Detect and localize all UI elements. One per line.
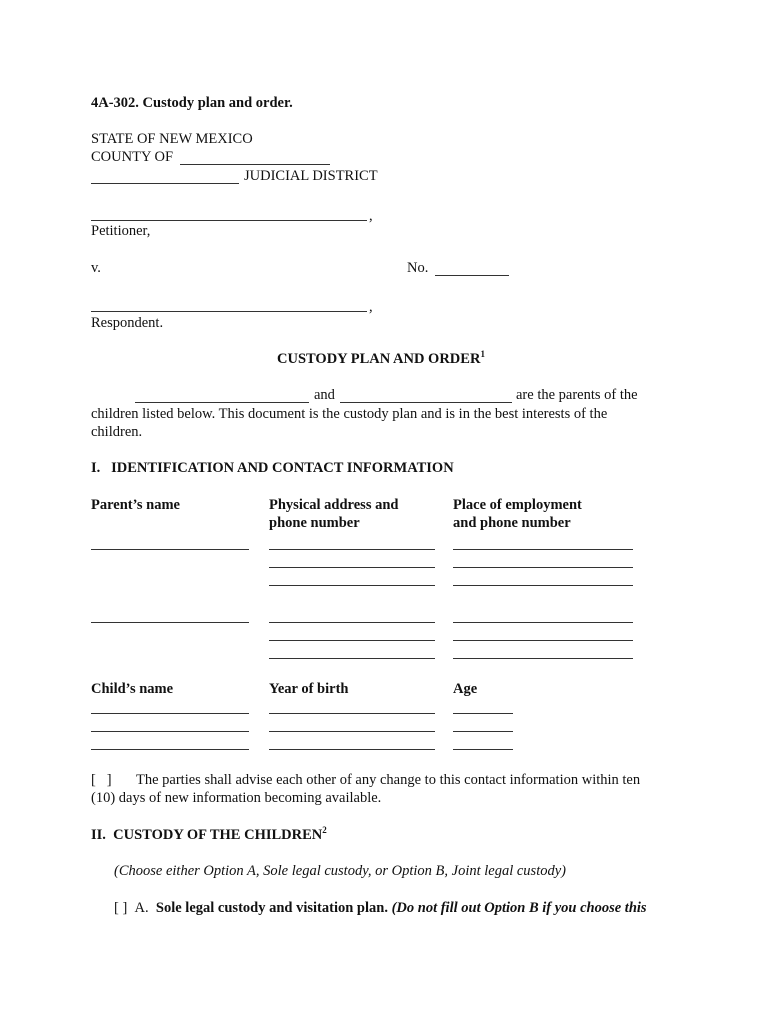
document-title — [277, 350, 485, 368]
section-two-heading-text: II. CUSTODY OF THE CHILDREN — [91, 827, 323, 843]
title-footnote-marker[interactable]: 1 — [480, 349, 485, 359]
col-address-line2: phone number — [269, 515, 360, 531]
parent-one-name-blank[interactable] — [91, 549, 249, 550]
option-a-checkbox[interactable]: [ ] — [114, 900, 128, 916]
child-three-name-blank[interactable] — [91, 749, 249, 750]
petitioner-blank[interactable] — [91, 220, 367, 221]
parent-one-employment-blank-2[interactable] — [453, 567, 633, 568]
child-one-name-blank[interactable] — [91, 713, 249, 714]
versus-label: v. — [91, 260, 101, 276]
col-year-of-birth: Year of birth — [269, 681, 349, 697]
parent-two-employment-blank-3[interactable] — [453, 658, 633, 659]
state-label: STATE OF NEW MEXICO — [91, 131, 253, 147]
parent-two-employment-blank-1[interactable] — [453, 622, 633, 623]
parent-one-address-blank-1[interactable] — [269, 549, 435, 550]
intro-line3: children. — [91, 424, 143, 440]
parent-two-address-blank-1[interactable] — [269, 622, 435, 623]
col-child-name: Child’s name — [91, 681, 174, 697]
child-two-age-blank[interactable] — [453, 731, 513, 732]
form-heading: 4A-302. Custody plan and order. — [91, 95, 293, 111]
respondent-comma: , — [369, 299, 373, 315]
parent-two-blank[interactable] — [340, 402, 512, 403]
option-a-note: (Do not fill out Option B if you choose this — [391, 900, 647, 916]
col-employment-line2: and phone number — [453, 515, 571, 531]
petitioner-label: Petitioner, — [91, 223, 151, 239]
intro-line2: children listed below. This document is the custody plan and is in the best interests of the — [91, 406, 608, 422]
parent-one-address-blank-2[interactable] — [269, 567, 435, 568]
case-number-label: No. — [407, 260, 429, 276]
district-blank[interactable] — [91, 183, 239, 184]
parent-one-employment-blank-3[interactable] — [453, 585, 633, 586]
county-label: COUNTY OF — [91, 149, 174, 165]
child-two-year-blank[interactable] — [269, 731, 435, 732]
col-parent-name: Parent’s name — [91, 497, 180, 513]
child-three-age-blank[interactable] — [453, 749, 513, 750]
child-one-year-blank[interactable] — [269, 713, 435, 714]
option-a-label: Sole legal custody and visitation plan. — [155, 900, 388, 916]
parent-two-address-blank-2[interactable] — [269, 640, 435, 641]
parent-one-blank[interactable] — [135, 402, 309, 403]
option-a-row — [114, 899, 647, 917]
advise-text-line1: The parties shall advise each other of any change to this contact information within ten — [136, 772, 641, 788]
choose-option-note: (Choose either Option A, Sole legal custody, or Option B, Joint legal custody) — [114, 863, 566, 879]
case-number-blank[interactable] — [435, 275, 509, 276]
respondent-label: Respondent. — [91, 315, 164, 331]
col-address-line1: Physical address and — [269, 497, 399, 513]
intro-line1-tail: are the parents of the — [516, 387, 638, 403]
child-one-age-blank[interactable] — [453, 713, 513, 714]
advise-text-line2: (10) days of new information becoming available. — [91, 790, 382, 806]
child-three-year-blank[interactable] — [269, 749, 435, 750]
advise-checkbox[interactable]: [ ] — [91, 772, 112, 788]
section-two-heading — [91, 826, 327, 844]
parent-two-address-blank-3[interactable] — [269, 658, 435, 659]
respondent-blank[interactable] — [91, 311, 367, 312]
section-one-heading: I. IDENTIFICATION AND CONTACT INFORMATION — [91, 460, 454, 476]
district-label: JUDICIAL DISTRICT — [244, 168, 378, 184]
child-two-name-blank[interactable] — [91, 731, 249, 732]
county-blank[interactable] — [180, 164, 330, 165]
document-title-text: CUSTODY PLAN AND ORDER — [277, 351, 481, 367]
parent-one-address-blank-3[interactable] — [269, 585, 435, 586]
option-a-letter: A. — [134, 900, 149, 916]
section-two-footnote-marker[interactable]: 2 — [322, 825, 327, 835]
petitioner-comma: , — [369, 208, 373, 224]
parent-two-employment-blank-2[interactable] — [453, 640, 633, 641]
col-age: Age — [453, 681, 478, 697]
parent-two-name-blank[interactable] — [91, 622, 249, 623]
intro-and: and — [314, 387, 335, 403]
col-employment-line1: Place of employment — [453, 497, 582, 513]
parent-one-employment-blank-1[interactable] — [453, 549, 633, 550]
